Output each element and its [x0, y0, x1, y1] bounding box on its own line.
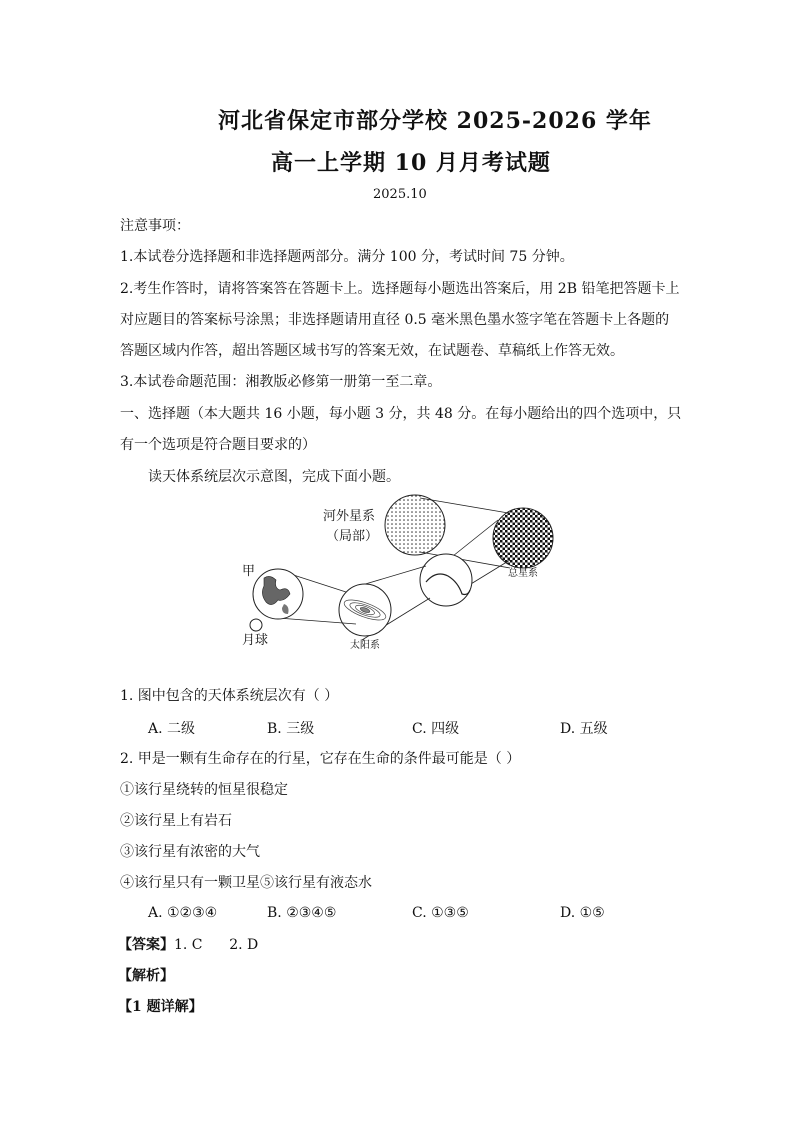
answer-line [118, 935, 258, 955]
section-heading-line-1: 一、选择题（本大题共 16 小题，每小题 3 分，共 48 分。在每小题给出的四个选项中，只 [120, 406, 682, 422]
q2-condition-1: ①该行星绕转的恒星很稳定 [120, 782, 288, 798]
notice-item-2-line-3: 答题区域内作答，超出答题区域书写的答案无效，在试题卷、草稿纸上作答无效。 [120, 343, 624, 359]
section-heading-line-2: 有一个选项是符合题目要求的） [120, 437, 316, 453]
question-intro: 读天体系统层次示意图，完成下面小题。 [148, 469, 400, 485]
notice-item-1: 1.本试卷分选择题和非选择题两部分。满分 100 分，考试时间 75 分钟。 [120, 249, 574, 265]
label-galaxy-line-2: （局部） [326, 529, 379, 544]
q2-condition-2: ②该行星上有岩石 [120, 813, 232, 829]
label-solar-system: 太阳系 [350, 640, 380, 651]
q2-option-c: C. ①③⑤ [412, 905, 469, 921]
notice-heading: 注意事项： [120, 218, 190, 234]
q1-option-d: D. 五级 [560, 721, 608, 737]
notice-item-3: 3.本试卷命题范围：湘教版必修第一册第一至二章。 [120, 374, 442, 390]
answer-label: 【答案】 [118, 937, 174, 953]
title-line-2: 高一上学期 10 月月考试题 [271, 150, 551, 176]
q1-detail-label: 【1 题详解】 [118, 999, 203, 1015]
extragalactic-galaxy-circle [385, 495, 445, 555]
label-jia: 甲 [242, 564, 256, 579]
notice-item-2-line-2: 对应题目的答案标号涂黑；非选择题请用直径 0.5 毫米黑色墨水签字笔在答题卡上各题的 [120, 312, 670, 328]
q2-stem: 2. 甲是一颗有生命存在的行星，它存在生命的条件最可能是（ ） [120, 751, 521, 767]
label-universe: 总星系 [508, 568, 538, 579]
label-moon: 月球 [242, 633, 269, 648]
label-galaxy-line-1: 河外星系 [323, 509, 376, 524]
moon-circle [250, 619, 262, 631]
celestial-system-diagram [230, 490, 570, 660]
title-line-1: 河北省保定市部分学校 2025-2026 学年 [218, 108, 652, 134]
q2-condition-4-5: ④该行星只有一颗卫星⑤该行星有液态水 [120, 875, 372, 891]
analysis-label: 【解析】 [118, 968, 174, 984]
notice-item-2-line-1: 2.考生作答时，请将答案答在答题卡上。选择题每小题选出答案后，用 2B 铅笔把答题卡上 [120, 281, 680, 297]
q2-condition-3: ③该行星有浓密的大气 [120, 844, 260, 860]
universe-circle [493, 508, 553, 568]
exam-date: 2025.10 [373, 187, 427, 202]
answer-value: 1. C 2. D [174, 937, 259, 953]
q1-option-c: C. 四级 [412, 721, 460, 737]
q2-option-d: D. ①⑤ [560, 905, 605, 921]
q1-stem: 1. 图中包含的天体系统层次有（ ） [120, 688, 339, 704]
q2-option-a: A. ①②③④ [148, 905, 218, 921]
q1-option-a: A. 二级 [148, 721, 196, 737]
q2-option-b: B. ②③④⑤ [267, 905, 337, 921]
q1-option-b: B. 三级 [267, 721, 315, 737]
